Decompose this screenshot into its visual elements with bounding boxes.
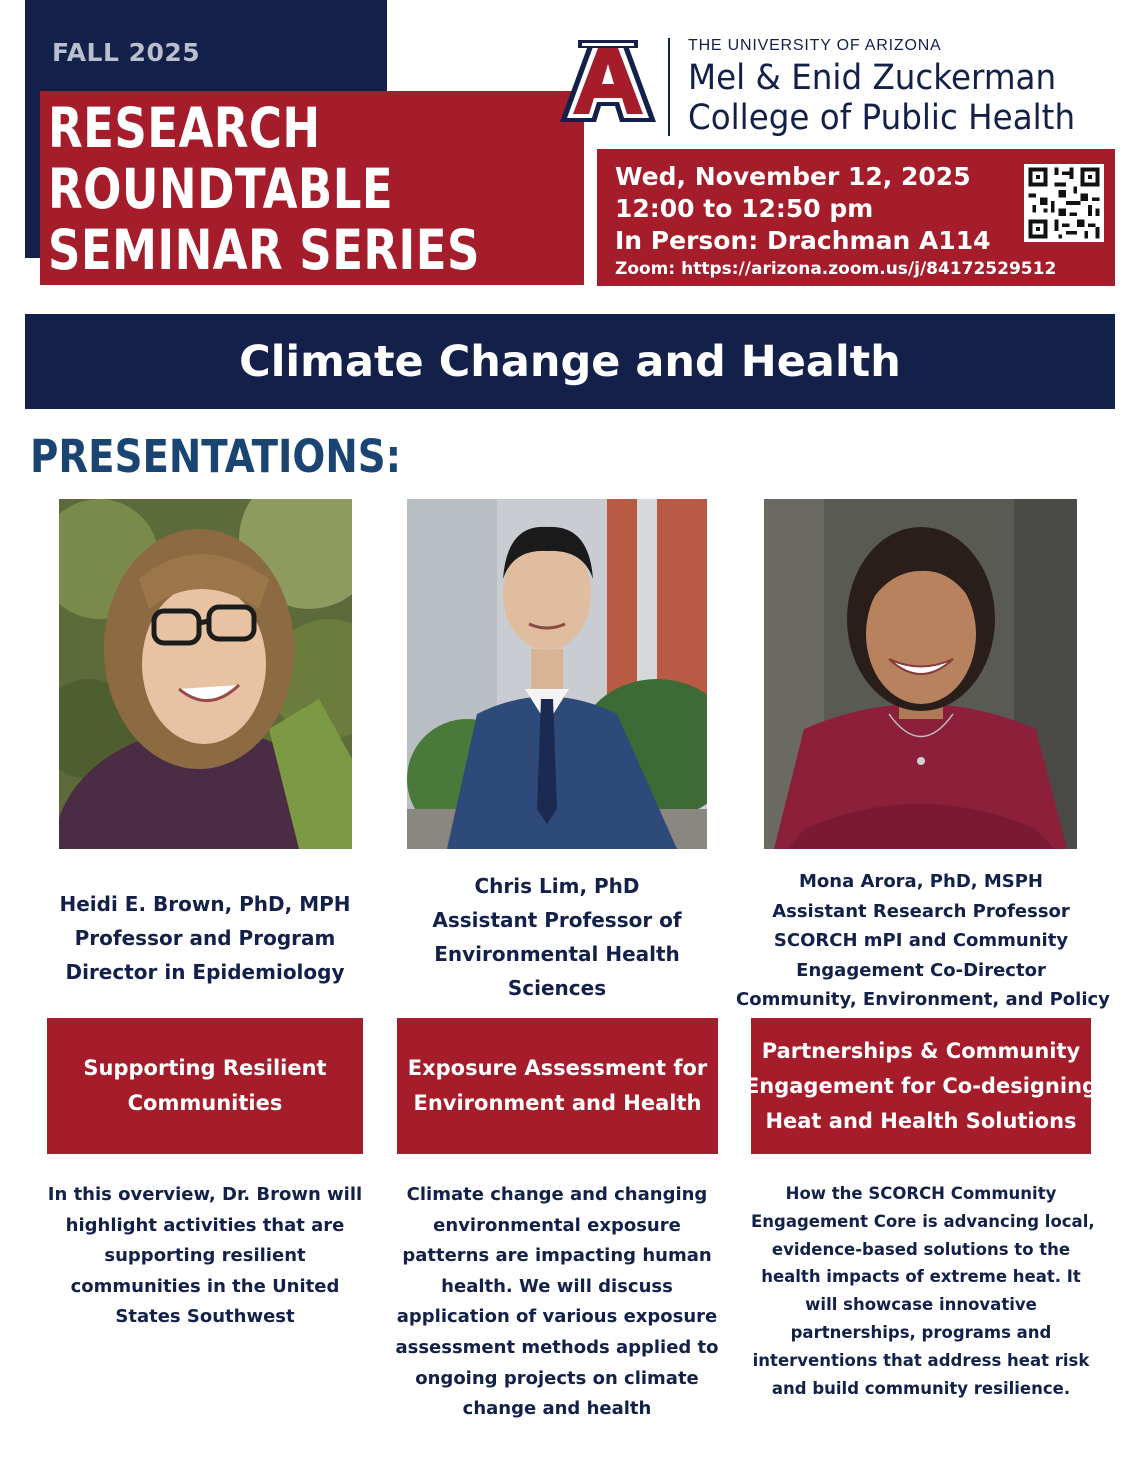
abstract-line: patterns are impacting human [402, 1245, 712, 1267]
talk-title [745, 1034, 1097, 1139]
bio-line: Chris Lim, PhD [474, 874, 640, 898]
abstract-line: health impacts of extreme heat. It [761, 1267, 1081, 1287]
talk-abstract-lim [392, 1180, 722, 1425]
abstract-line: States Southwest [115, 1306, 295, 1328]
abstract-line: How the SCORCH Community [785, 1184, 1057, 1203]
presentations-heading: PRESENTATIONS: [30, 430, 402, 483]
term-label: FALL 2025 [52, 38, 201, 67]
abstract-line: environmental exposure [433, 1214, 681, 1236]
abstract-line: evidence-based solutions to the [771, 1239, 1071, 1259]
bio-line: Community, Environment, and Policy [736, 989, 1110, 1010]
abstract-line: interventions that address heat risk [752, 1350, 1090, 1370]
college-name-line: Mel & Enid Zuckerman [688, 58, 1057, 98]
talk-title-box-brown [47, 1018, 363, 1154]
bio-line: Environmental Health [434, 942, 680, 966]
bio-line: Sciences [507, 976, 607, 1000]
bio-line: Assistant Research Professor [772, 900, 1070, 922]
qr-code-icon[interactable] [1024, 164, 1104, 242]
logo-divider [668, 38, 670, 136]
series-title-line: RESEARCH [48, 96, 321, 160]
talk-abstract-arora [751, 1180, 1095, 1402]
abstract-line: change and health [462, 1398, 652, 1420]
talk-title [83, 1051, 326, 1121]
abstract-line: will showcase innovative [805, 1295, 1037, 1315]
talk-title [408, 1051, 708, 1121]
event-time: 12:00 to 12:50 pm [615, 194, 874, 223]
university-name: THE UNIVERSITY OF ARIZONA [688, 37, 942, 54]
abstract-line: Climate change and changing [406, 1184, 708, 1205]
series-title-line: ROUNDTABLE [48, 157, 394, 221]
abstract-line: partnerships, programs and [790, 1322, 1052, 1342]
presenter-photo-lim [407, 499, 707, 849]
bio-line: SCORCH mPI and Community [773, 930, 1069, 951]
bio-line: Mona Arora, PhD, MSPH [799, 871, 1043, 892]
talk-title-line: Exposure Assessment for [407, 1056, 708, 1080]
series-title [48, 98, 483, 281]
presenter-photo-arora [764, 499, 1077, 849]
abstract-line: communities in the United [70, 1275, 340, 1297]
abstract-line: application of various exposure [396, 1306, 718, 1328]
university-of-arizona-a-logo [558, 38, 658, 124]
talk-title-box-lim [397, 1018, 718, 1154]
series-title-line: SEMINAR SERIES [48, 218, 480, 282]
talk-title-line: Engagement for Co-designing [744, 1073, 1098, 1098]
bio-line: Engagement Co-Director [796, 959, 1046, 981]
abstract-line: health. We will discuss [441, 1275, 673, 1297]
college-name [688, 58, 1075, 138]
bio-line: Assistant Professor of [432, 908, 682, 932]
bio-line: Director in Epidemiology [65, 960, 345, 984]
abstract-line: Engagement Core is advancing local, [751, 1211, 1095, 1231]
talk-title-line: Supporting Resilient [83, 1056, 327, 1080]
presenter-photo-brown [59, 499, 352, 849]
topic-title: Climate Change and Health [239, 336, 901, 387]
abstract-line: assessment methods applied to [395, 1336, 719, 1358]
event-date: Wed, November 12, 2025 [615, 162, 971, 191]
talk-abstract-brown [40, 1180, 370, 1333]
talk-title-line: Communities [127, 1091, 283, 1115]
abstract-line: highlight activities that are [65, 1214, 345, 1236]
presenter-bio-lim [392, 869, 722, 1005]
college-name-line: College of Public Health [688, 98, 1076, 138]
abstract-line: In this overview, Dr. Brown will [47, 1184, 363, 1205]
abstract-line: ongoing projects on climate [415, 1367, 699, 1389]
talk-title-line: Heat and Health Solutions [765, 1108, 1077, 1133]
zoom-link[interactable]: Zoom: https://arizona.zoom.us/j/84172529512 [615, 259, 1057, 279]
presenter-bio-brown [40, 887, 370, 989]
abstract-line: and build community resilience. [771, 1378, 1071, 1398]
talk-title-line: Environment and Health [413, 1091, 702, 1115]
topic-banner [25, 314, 1115, 409]
talk-title-line: Partnerships & Community [761, 1038, 1081, 1063]
bio-line: Heidi E. Brown, PhD, MPH [59, 892, 351, 916]
talk-title-box-arora [744, 1018, 1098, 1154]
bio-line: Professor and Program [74, 926, 336, 950]
abstract-line: supporting resilient [104, 1245, 306, 1267]
presenter-bio-arora [736, 867, 1110, 1015]
event-location: In Person: Drachman A114 [615, 226, 991, 255]
